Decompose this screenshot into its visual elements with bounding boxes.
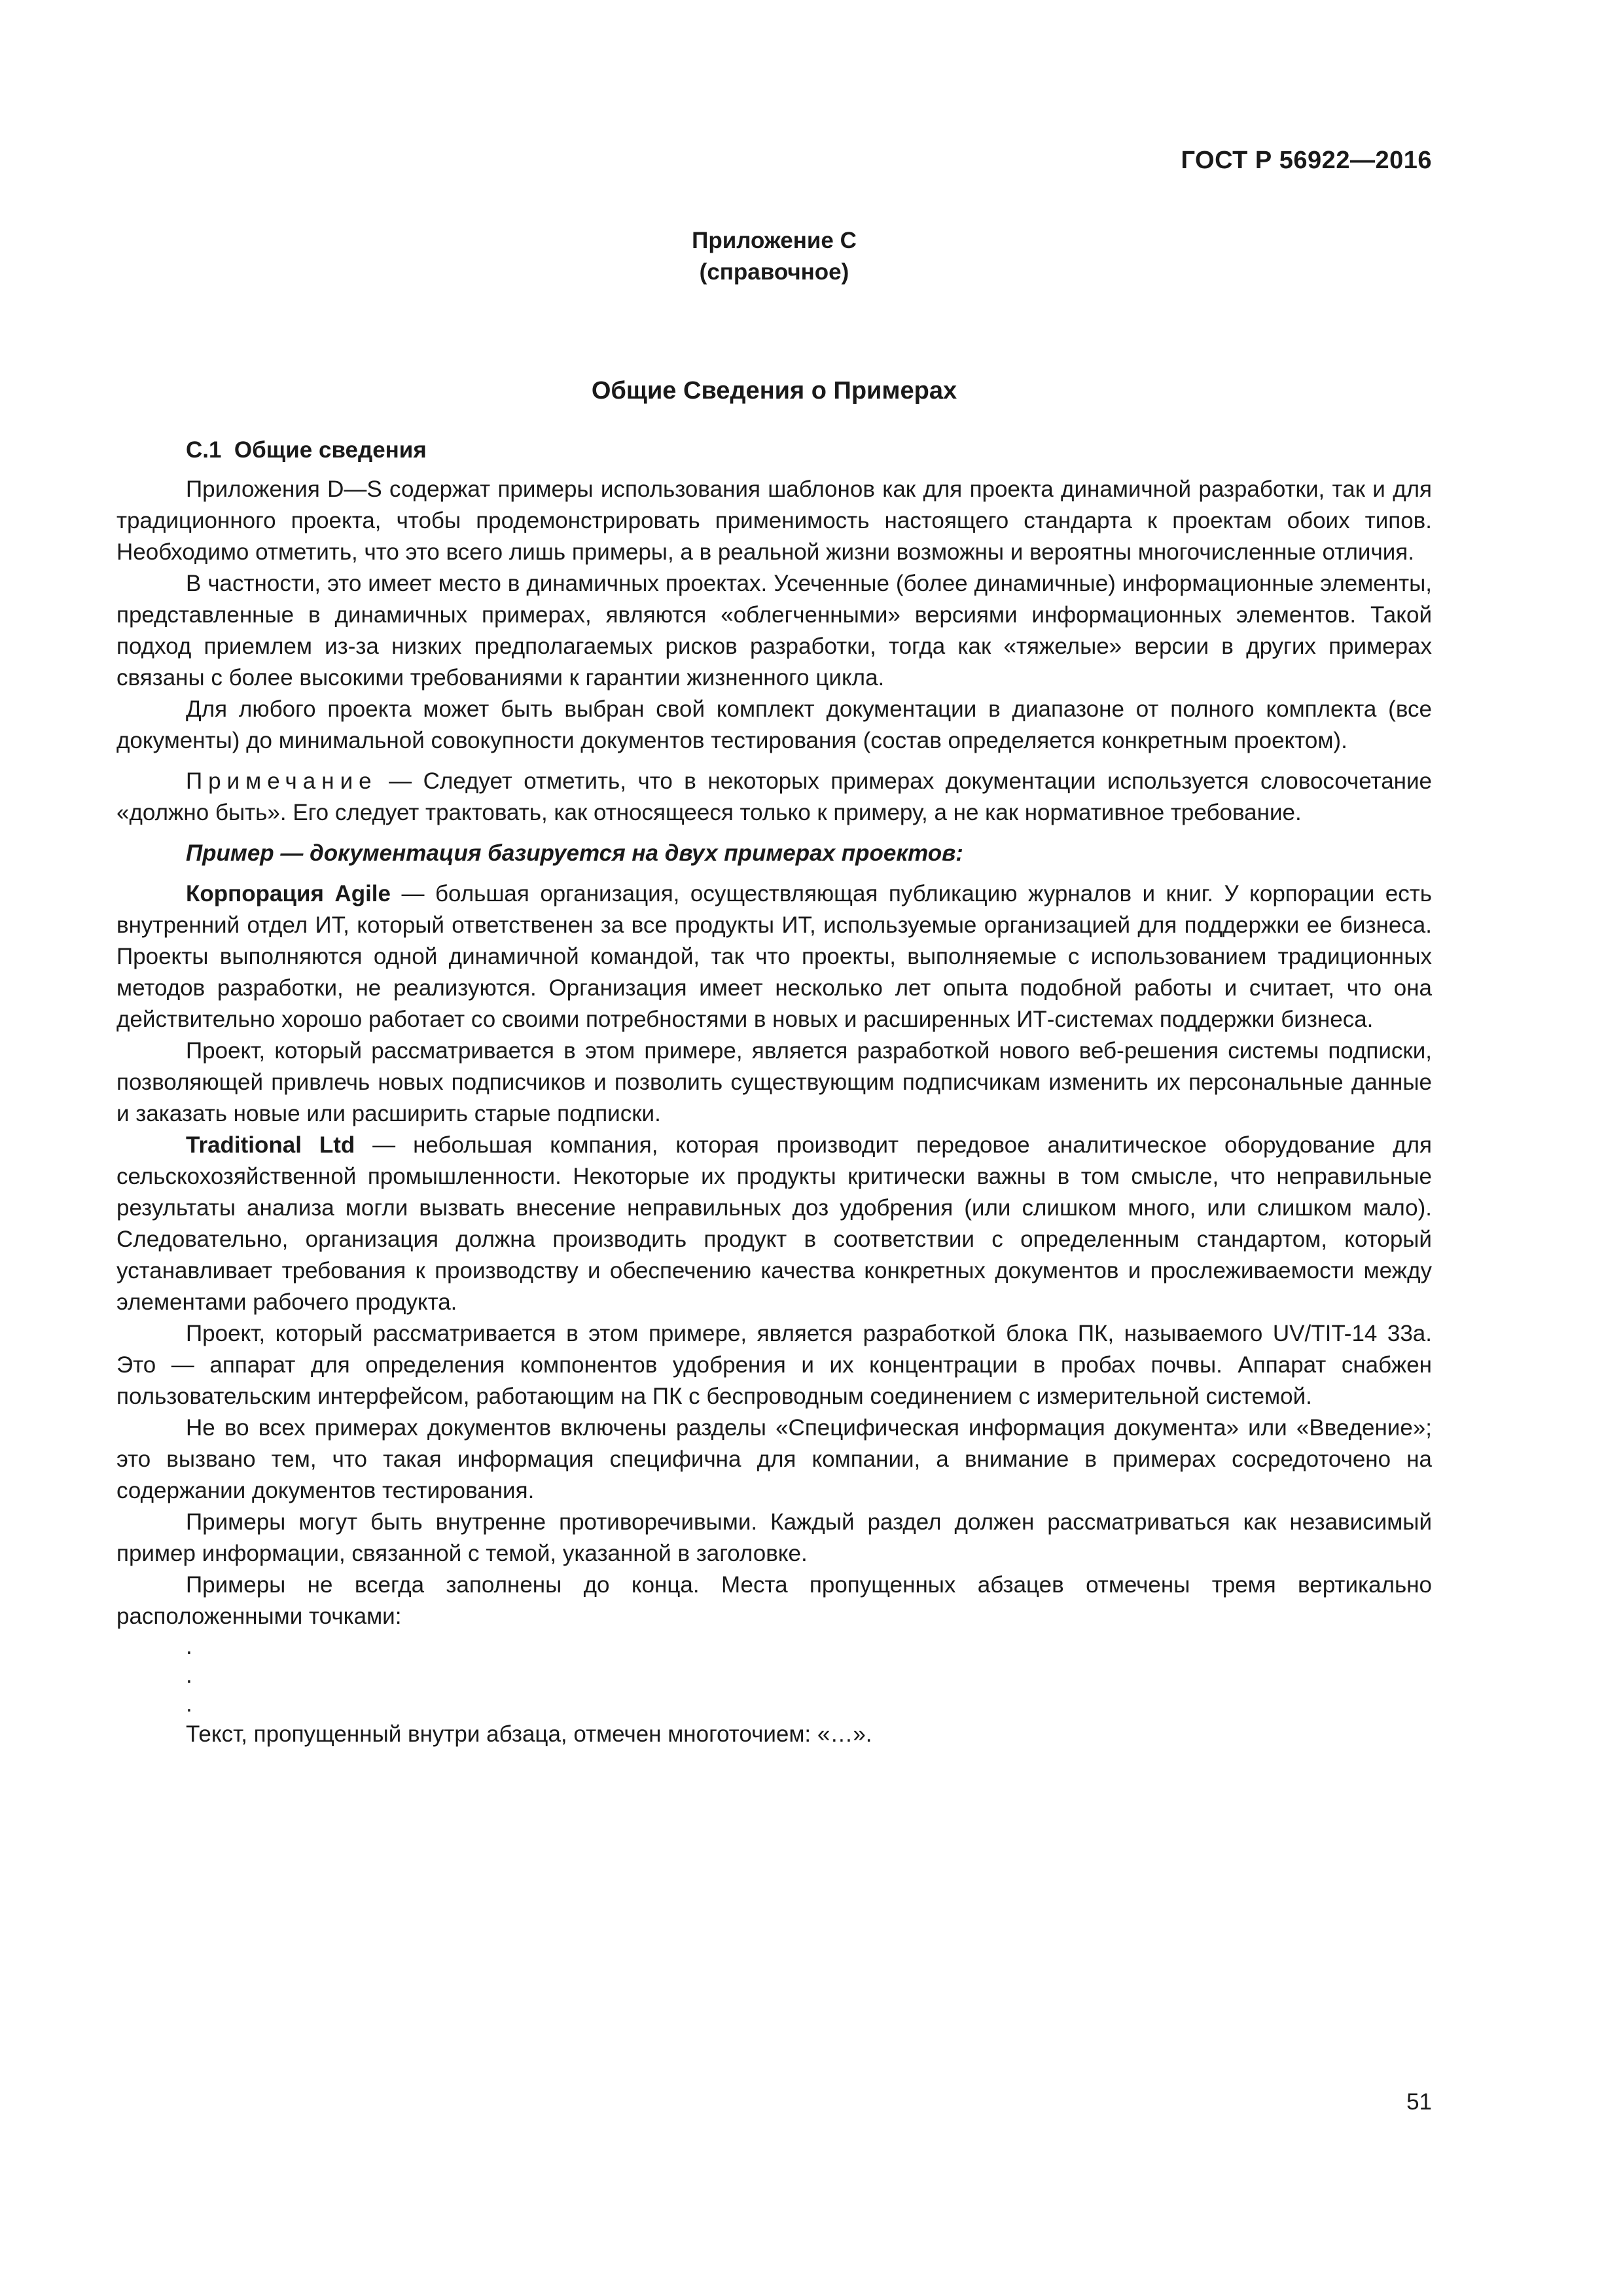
agile-company-name: Корпорация Agile xyxy=(186,881,391,906)
ellipsis-dot: . xyxy=(186,1691,192,1717)
paragraph: Проект, который рассматривается в этом примере, является разработкой блока ПК, называемого UV/TIT-14 33a. Это — аппарат для определения компонентов удобрения и их концентрации в пробах почвы. Аппарат снабжен пользовательским интерфейсом, работающим на ПК с беспроводным соединением с измерительной системой. xyxy=(116,1321,1432,1409)
note-text: — Следует отметить, что в некоторых примерах документации используется словосочетание «должно быть». Его следует трактовать, как относящееся только к примеру, а не как нормативное требование. xyxy=(116,768,1432,825)
ellipsis-dot: . xyxy=(186,1662,192,1688)
paragraph: Для любого проекта может быть выбран свой комплект документации в диапазоне от полного комплекта (все документы) до минимальной совокупности документов тестирования (состав определяется конкретным проектом). xyxy=(116,696,1432,753)
example-heading: Пример — документация базируется на двух примерах проектов: xyxy=(186,840,963,866)
paragraph: Примеры не всегда заполнены до конца. Места пропущенных абзацев отмечены тремя вертикально расположенными точками: xyxy=(116,1572,1432,1629)
section-title: Общие сведения xyxy=(234,437,427,463)
agile-description: — большая организация, осуществляющая публикацию журналов и книг. У корпорации есть внутренний отдел ИТ, который ответственен за все продукты ИТ, используемые организацией для поддержки ее бизнеса. Проекты выполняются одной динамичной командой, так что проекты, выполняемые с использованием традиционных методов разработки, не реализуются. Организация имеет несколько лет опыта подобной работы и считает, что она действительно хорошо работает со своими потребностями в новых и расширенных ИТ-системах поддержки бизнеса. xyxy=(116,881,1432,1032)
paragraph: Проект, который рассматривается в этом примере, является разработкой нового веб-решения системы подписки, позволяющей привлечь новых подписчиков и позволить существующим подписчикам изменить их персональные данные и заказать новые или расширить старые подписки. xyxy=(116,1038,1432,1126)
paragraph: Текст, пропущенный внутри абзаца, отмечен многоточием: «…». xyxy=(186,1721,872,1747)
traditional-company-name: Traditional Ltd xyxy=(186,1132,355,1158)
agile-paragraph xyxy=(116,878,1432,1035)
vertical-ellipsis xyxy=(116,1632,1432,1719)
page-title: Общие Сведения о Примерах xyxy=(591,377,957,404)
paragraph: Приложения D—S содержат примеры использования шаблонов как для проекта динамичной разработки, так и для традиционного проекта, чтобы продемонстрировать применимость настоящего стандарта к проектам обоих типов. Необходимо отметить, что это всего лишь примеры, а в реальной жизни возможны и вероятны многочисленные отличия. xyxy=(116,476,1432,565)
document-page xyxy=(116,0,1432,2296)
page-number: 51 xyxy=(1406,2089,1432,2115)
section-number: С.1 xyxy=(186,437,222,463)
annex-subtitle: (справочное) xyxy=(699,259,849,285)
traditional-paragraph xyxy=(116,1130,1432,1318)
section-heading xyxy=(186,437,427,463)
document-code: ГОСТ Р 56922—2016 xyxy=(1181,147,1432,174)
paragraph: В частности, это имеет место в динамичных проектах. Усеченные (более динамичные) информационные элементы, представленные в динамичных примерах, являются «облегченными» версиями информационных элементов. Такой подход приемлем из-за низких предполагаемых рисков разработки, тогда как «тяжелые» версии в других примерах связаны с более высокими требованиями к гарантии жизненного цикла. xyxy=(116,571,1432,691)
paragraph: Не во всех примерах документов включены разделы «Специфическая информация документа» или «Введение»; это вызвано тем, что такая информация специфична для компании, а внимание в примерах сосредоточено на содержании документов тестирования. xyxy=(116,1415,1432,1503)
body-text xyxy=(116,474,1432,1750)
note-label: Примечание xyxy=(186,768,378,794)
paragraph: Примеры могут быть внутренне противоречивыми. Каждый раздел должен рассматриваться как независимый пример информации, связанной с темой, указанной в заголовке. xyxy=(116,1509,1432,1566)
annex-title: Приложение С xyxy=(692,228,857,253)
ellipsis-dot: . xyxy=(186,1634,192,1659)
note-paragraph xyxy=(116,766,1432,829)
annex-heading xyxy=(116,225,1432,288)
traditional-description: — небольшая компания, которая производит передовое аналитическое оборудование для сельскохозяйственной промышленности. Некоторые их продукты критически важны в том смысле, что неправильные результаты анализа могли вызвать внесение неправильных доз удобрения (или слишком много, или слишком мало). Следовательно, организация должна производить продукт в соответствии с определенным стандартом, который устанавливает требования к производству и обеспечению качества конкретных документов и прослеживаемости между элементами рабочего продукта. xyxy=(116,1132,1432,1315)
